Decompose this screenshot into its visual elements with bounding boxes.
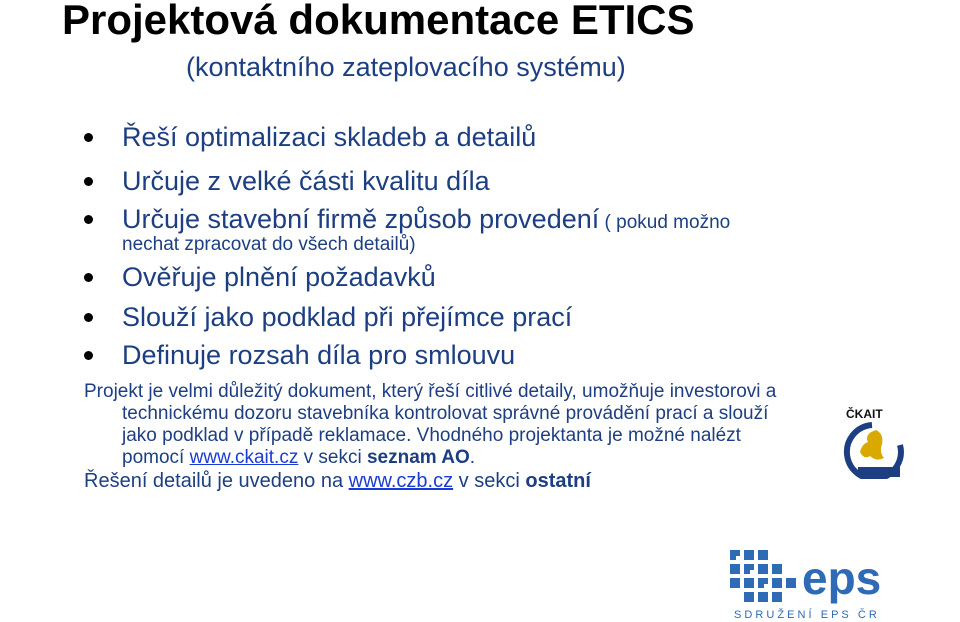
ckait-logo-text: ČKAIT xyxy=(846,407,883,421)
paragraph-text: Řešení detailů je uvedeno na xyxy=(84,470,349,492)
bullet-note: ( pokud možno xyxy=(599,212,731,233)
info-paragraph xyxy=(84,381,874,469)
details-paragraph xyxy=(84,470,591,493)
ckait-link[interactable]: www.ckait.cz xyxy=(189,447,299,468)
bullet-icon xyxy=(84,351,93,360)
paragraph-text: pomocí xyxy=(122,447,190,468)
bullet-text: Definuje rozsah díla pro smlouvu xyxy=(122,340,516,370)
bullet-icon xyxy=(84,133,93,142)
bullet-icon xyxy=(84,313,93,322)
bullet-text: Řeší optimalizaci skladeb a detailů xyxy=(122,122,537,152)
paragraph-bold: seznam AO xyxy=(366,447,470,468)
bullet-text: Určuje stavební firmě způsob provedení xyxy=(122,204,600,234)
page-subtitle: (kontaktního zateplovacího systému) xyxy=(186,52,626,82)
bullet-text: Ověřuje plnění požadavků xyxy=(122,262,436,292)
eps-logo-tagline: S D R U Ž E N Í E P S Č R xyxy=(734,609,877,621)
czb-link[interactable]: www.czb.cz xyxy=(348,470,454,492)
paragraph-line: Projekt je velmi důležitý dokument, který řeší citlivé detaily, umožňuje investorovi a xyxy=(84,381,777,402)
bullet-icon xyxy=(84,273,93,282)
ckait-logo xyxy=(836,405,908,479)
bullet-icon xyxy=(84,215,93,224)
bullet-icon xyxy=(84,177,93,186)
paragraph-bold: ostatní xyxy=(525,470,591,492)
paragraph-text: . xyxy=(469,447,476,468)
paragraph-line-links xyxy=(84,447,874,469)
page-title: Projektová dokumentace ETICS xyxy=(62,0,695,43)
eps-logo-text: eps xyxy=(802,552,882,604)
paragraph-line: technickému dozoru stavebníka kontrolovat správné provádění prací a slouží xyxy=(122,403,769,424)
bullet-text: Slouží jako podklad při přejímce prací xyxy=(122,302,573,332)
paragraph-text: v sekci xyxy=(453,470,526,492)
paragraph-line: jako podklad v případě reklamace. Vhodného projektanta je možné nalézt xyxy=(122,425,741,446)
paragraph-text: v sekci xyxy=(298,447,367,468)
bullet-note-continued: nechat zpracovat do všech detailů) xyxy=(122,234,416,255)
eps-logo xyxy=(730,548,930,622)
bullet-text: Určuje z velké části kvalitu díla xyxy=(122,166,490,196)
